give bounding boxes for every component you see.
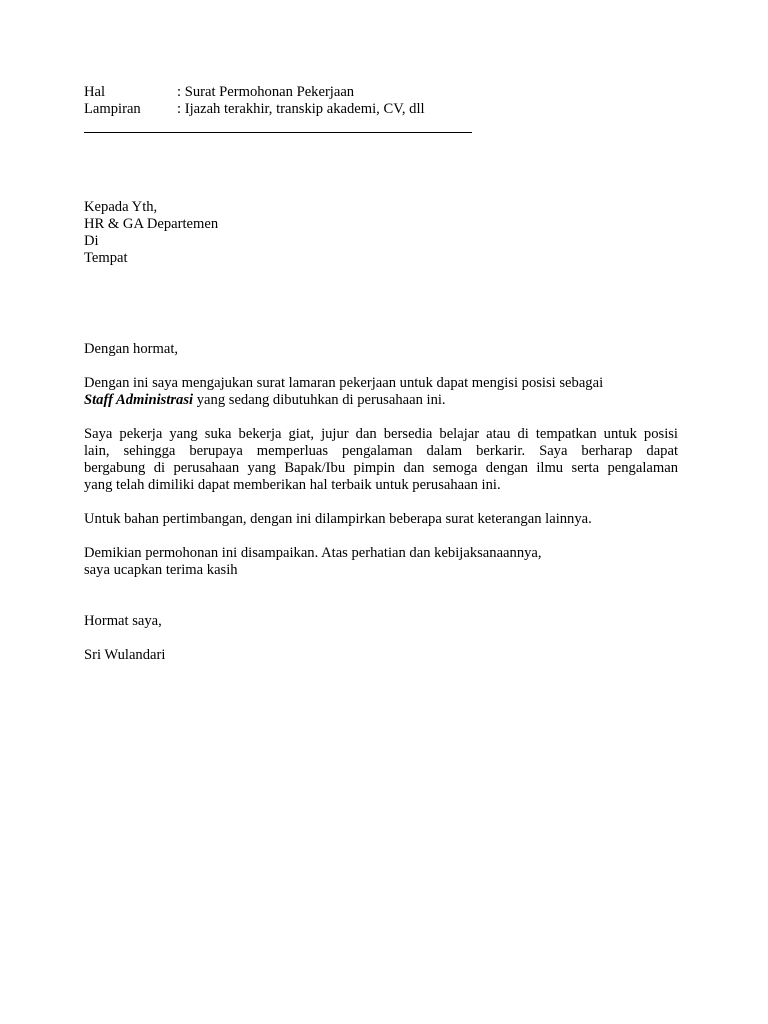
position-title: Staff Administrasi: [84, 392, 194, 408]
paragraph-2-line-3: bergabung di perusahaan yang Bapak/Ibu pimpin dan semoga dengan ilmu serta pengalaman: [84, 460, 678, 476]
recipient-block: [84, 199, 678, 267]
paragraph-4-line-1: Demikian permohonan ini disampaikan. Atas perhatian dan kebijaksanaannya,: [84, 545, 542, 561]
recipient-line-2: HR & GA Departemen: [84, 216, 219, 232]
paragraph-3-line-1: Untuk bahan pertimbangan, dengan ini dilampirkan beberapa surat keterangan lainnya.: [84, 511, 592, 527]
recipient-line-4: Tempat: [84, 250, 128, 266]
subject-label: Hal: [84, 84, 106, 100]
subject-value: : Surat Permohonan Pekerjaan: [177, 84, 355, 100]
greeting: Dengan hormat,: [84, 341, 179, 357]
paragraph-2-line-2: lain, sehingga berupaya memperluas pengalaman dalam berkarir. Saya berharap dapat: [84, 443, 678, 459]
paragraph-3: [84, 511, 678, 528]
paragraph-4-line-2: saya ucapkan terima kasih: [84, 562, 238, 578]
paragraph-4: [84, 545, 678, 579]
paragraph-2-line-4: yang telah dimiliki dapat memberikan hal terbaik untuk perusahaan ini.: [84, 477, 501, 493]
recipient-line-3: Di: [84, 233, 99, 249]
header-divider: [84, 132, 472, 133]
paragraph-1-line-1: Dengan ini saya mengajukan surat lamaran pekerjaan untuk dapat mengisi posisi sebagai: [84, 375, 604, 391]
recipient-line-1: Kepada Yth,: [84, 199, 158, 215]
signer-name: Sri Wulandari: [84, 647, 166, 663]
paragraph-1: [84, 375, 678, 409]
paragraph-2: [84, 426, 678, 494]
attachment-label: Lampiran: [84, 101, 141, 117]
letter-page: [84, 84, 678, 664]
closing-salutation: Hormat saya,: [84, 613, 162, 629]
attachment-row: [84, 101, 678, 118]
paragraph-1-line-2-rest: yang sedang dibutuhkan di perusahaan ini.: [193, 392, 446, 408]
paragraph-1-line-2: [84, 392, 678, 409]
subject-row: [84, 84, 678, 101]
paragraph-2-line-1: Saya pekerja yang suka bekerja giat, jujur dan bersedia belajar atau di tempatkan untuk posisi: [84, 426, 678, 442]
attachment-value: : Ijazah terakhir, transkip akademi, CV, dll: [177, 101, 425, 117]
